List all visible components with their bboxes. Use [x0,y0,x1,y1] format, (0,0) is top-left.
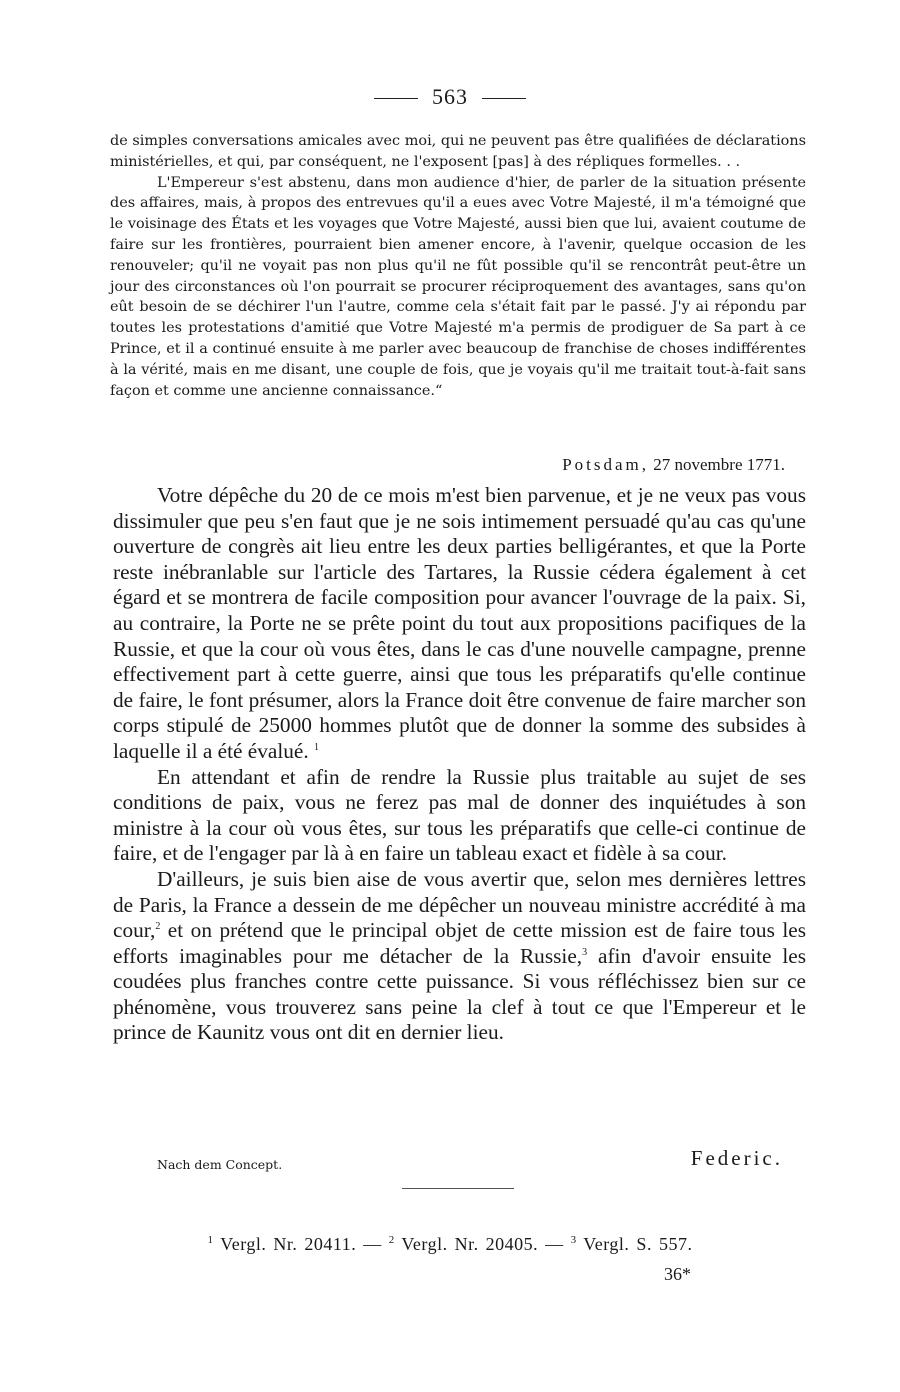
page-number: 563 [432,84,468,109]
letter-text: et on prétend que le principal objet de cette mission est de faire tous les efforts imaginables pour me détacher de la Russie, [113,918,806,968]
footnote-number: 2 [388,1234,395,1246]
quote-paragraph: de simples conversations amicales avec moi, qui ne peuvent pas être qualifiées de déclarations ministérielles, et qui, par conséquent, ne l'exposent [pas] à des répliques formelles. . . [110,133,806,170]
letter-paragraph: En attendant et afin de rendre la Russie plus traitable au sujet de ses conditions de paix, vous ne ferez pas mal de donner des inquiétudes à son ministre à la cour où vous êtes, sur tous les préparatifs que celle-ci continue de faire, et de l'engager par là à en faire un tableau exact et fidèle à sa cour. [113,764,806,866]
page-header [0,84,900,110]
source-note: Nach dem Concept. [157,1157,283,1172]
footnote-reference: 2 [155,921,161,932]
letter-text: afin d'avoir ensuite les coudées plus franches contre cette puissance. Si vous réfléchissez bien sur ce phénomène, vous trouverez sans peine la clef à tout ce que l'Empereur et le prince de Kaunitz vous ont dit en dernier lieu. [113,943,807,1045]
letter-paragraph [113,483,806,765]
footnote-text: Vergl. Nr. 20405. [401,1234,539,1254]
footnote-number: 1 [207,1234,214,1246]
letter-paragraph [113,867,806,1046]
footnote-text: Vergl. Nr. 20411. [220,1234,357,1254]
letter-text: D'ailleurs, je suis bien aise de vous avertir que, selon mes dernières lettres de Paris, la France a dessein de me dépêcher un nouveau ministre accrédité à ma cour, [113,866,806,943]
header-dash-right [482,98,526,99]
dateline-place: Potsdam, [562,455,650,474]
letter-body [113,483,806,1046]
quote-paragraph: L'Empereur s'est abstenu, dans mon audience d'hier, de parler de la situation présente des affaires, mais, à propos des entrevues qu'il a eues avec Votre Majesté, il m'a témoigné que le voisinage des États et les voyages que Votre Majesté, aussi bien que lui, avaient coutume de faire sur les frontières, pourraient bien amener encore, à l'avenir, quelque occasion de les renouveler; qu'il ne voyait pas non plus qu'il ne fût possible qu'il se rencontrât peut-être un jour des circonstances où l'on pourrait se procurer réciproquement des avantages, sans qu'on eût besoin de se déchirer l'un l'autre, comme cela s'était fait par le passé. J'y ai répondu par toutes les protestations d'amitié que Votre Majesté m'a permis de prodiguer de Sa part à ce Prince, et il a continué ensuite à me parler avec beaucoup de franchise de choses indifférentes à la vérité, mais en me disant, une couple de fois, que je voyais qu'il me traitait tout-à-fait sans façon et comme une ancienne connaissance.“ [110,174,806,399]
header-dash-left [374,98,418,99]
footnote-text: Vergl. S. 557. [583,1234,693,1254]
footnote-number: 3 [570,1234,577,1246]
signature: Federic. [690,1146,783,1170]
quoted-report [110,131,806,401]
footnote-separator: — [545,1234,564,1254]
footnote-reference: 1 [314,741,320,753]
footnote-separator: — [363,1234,382,1254]
dateline-date: 27 novembre 1771. [653,455,785,474]
footnote-reference: 3 [582,946,588,958]
letter-text: Votre dépêche du 20 de ce mois m'est bien parvenue, et je ne veux pas vous dissimuler que peu s'en faut que je ne sois intimement persuadé qu'au cas qu'une ouverture de congrès ait lieu entre les deux parties belligérantes, et que la Porte reste inébranlable sur l'article des Tartares, la Russie cédera également à cet égard et se montrera de facile composition pour avancer l'ouvrage de la paix. Si, au contraire, la Porte ne se prête point du tout aux propositions pacifiques de la Russie, et que la cour où vous êtes, dans le cas d'une nouvelle campagne, prenne effectivement part à cette guerre, ainsi que tous les préparatifs qu'elle continue de faire, le font présumer, alors la France doit être convenue de faire marcher son corps stipulé de 25000 hommes plutôt que de donner la somme des subsides à laquelle il a été évalué. [113,483,806,763]
printer-signature-mark: 36* [664,1264,691,1284]
footnote-divider [402,1188,514,1189]
footnotes [0,1234,900,1255]
dateline [562,455,785,475]
